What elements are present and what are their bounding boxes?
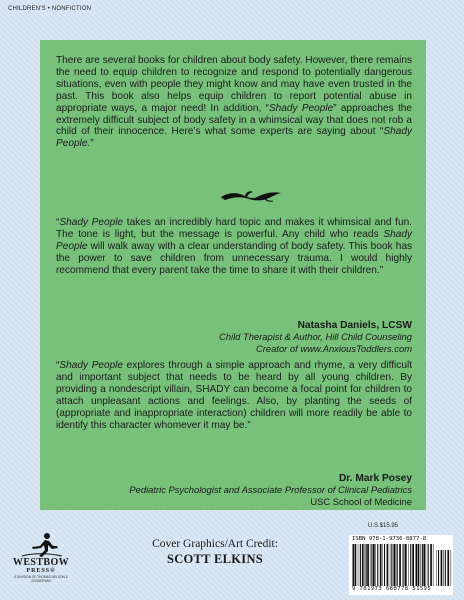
barcode-bar (352, 544, 353, 586)
barcode-bar (396, 544, 397, 586)
intro-text-3: ” (90, 138, 94, 150)
barcode-bar (387, 544, 389, 586)
quote1-open-mark: “ (56, 217, 60, 228)
barcode-bar (451, 550, 452, 586)
barcode-bar (436, 550, 437, 586)
barcode-bar (428, 544, 429, 586)
barcode-bar (358, 544, 359, 586)
barcode-bar (367, 544, 369, 586)
barcode-bar (420, 544, 421, 586)
quote1-text-2: will walk away with a clear understanding of body safety. This book has the power to save children from unnecessary trauma. I would highly recommend that every parent take the time to share it with their children.” (56, 240, 412, 276)
barcode-bar (426, 544, 427, 586)
art-credit-name: SCOTT ELKINS (166, 552, 264, 566)
barcode-bar (445, 550, 446, 586)
barcode-bar (373, 544, 375, 586)
intro-text-1: There are several books for children about body safety. However, there remains the need to equip children to recognize and respond to potentially dangerous situations, even with people they might know and may have even trusted in the past. This book also helps equip children to report potential abuse in appropriate ways, a major need! In addition, “ (56, 55, 412, 114)
quote1-book-title-1: Shady People (59, 217, 124, 228)
panel-content (56, 55, 413, 507)
barcode-bar (433, 544, 434, 586)
barcode-bar (370, 544, 371, 586)
isbn-number: ISBN 978-1-9736-8877-8 (352, 536, 427, 542)
intro-book-title-1: Shady People (268, 102, 334, 114)
barcode-bar (443, 550, 444, 586)
flourish-ornament-icon (219, 188, 285, 204)
barcode-bar (410, 544, 411, 586)
intro-text-2: ” approaches the extremely difficult subject of body safety in a whimsical way that does not rob a child of their innocence. Here’s what some experts are saying about “ (56, 102, 412, 138)
barcode-bar (397, 544, 398, 586)
category-label: CHILDREN'S • NONFICTION (8, 6, 92, 12)
barcode-bar (366, 544, 367, 586)
barcode-bar (380, 544, 382, 586)
quote2-open-mark: “ (56, 360, 60, 371)
quote1-text-1: takes an incredibly hard topic and makes it whimsical and fun. The tone is light, but the message is powerful. Any child who reads (56, 217, 412, 240)
barcode-bar (422, 544, 423, 586)
endorser-1-name: Natasha Daniels, LCSW (297, 320, 412, 331)
barcode-bar (365, 544, 366, 586)
addon-digits: 51595 (412, 586, 432, 592)
barcode-bar (390, 544, 391, 586)
barcode-bar (360, 544, 361, 586)
barcode-bar (375, 544, 376, 586)
barcode-bar (438, 550, 439, 586)
text-panel (40, 40, 426, 510)
endorser-2-name: Dr. Mark Posey (338, 473, 412, 484)
ean-digits: 9 781973 688778 (352, 586, 409, 592)
publisher-logo (8, 532, 74, 583)
barcode-bar (447, 550, 449, 586)
intro-paragraph (56, 55, 412, 150)
endorser-1-signature (219, 320, 412, 354)
price-label: U.S.$15.95 (368, 523, 399, 529)
barcode-bar (355, 544, 357, 586)
barcode-bar (399, 544, 401, 586)
isbn-text (352, 536, 452, 542)
barcode-bar (441, 550, 443, 586)
barcode-bar (405, 544, 407, 586)
barcode-bar (412, 544, 414, 586)
barcode-bar (402, 544, 403, 586)
barcode-bar (393, 544, 395, 586)
barcode-bar (362, 544, 364, 586)
endorser-1-creator: Creator of www.AnxiousToddlers.com (256, 342, 412, 354)
quote-paragraph-1 (56, 217, 412, 277)
barcode-bar (430, 544, 432, 586)
quote2-text: explores through a simple approach and rhyme, a very difficult and important subject that needs to be heard by all young children. By providing a nondescript villain, SHADY can become a focal point for children to attach unpleasant actions and feelings. Also, by planting the seeds of (appropriate and inappropriate interaction) children will more readily be able to identify this character whomever it may be.” (56, 360, 413, 431)
barcode-bar (371, 544, 372, 586)
quote1-book-title-2: Shady People (56, 228, 412, 252)
barcode-bar (384, 544, 385, 586)
endorser-2-school: USC School of Medicine (310, 495, 412, 507)
ean-digits-row (352, 586, 452, 592)
publisher-division: A DIVISION OF THOMAS NELSON & ZONDERVAN (14, 575, 68, 583)
publisher-press: PRESS® (26, 568, 56, 574)
quote-paragraph-2 (56, 360, 412, 431)
art-credit-label: Cover Graphics/Art Credit: (152, 538, 278, 550)
barcode-bar (418, 544, 420, 586)
publisher-brand: WESTBOW (12, 557, 70, 568)
endorser-2-role: Pediatric Psychologist and Associate Professor of Clinical Pediatrics (129, 484, 412, 496)
addon-barcode-icon (436, 550, 452, 586)
barcode-bar (353, 544, 354, 586)
barcode-bar (377, 544, 378, 586)
art-credit (130, 538, 300, 567)
intro-book-title-2: Shady People. (56, 126, 412, 150)
barcode-bar (415, 544, 416, 586)
barcode-bar (383, 544, 384, 586)
ean-barcode-icon (352, 544, 434, 586)
endorser-2-signature (129, 473, 412, 507)
barcode-bar (416, 544, 417, 586)
running-figure-logo-icon (18, 532, 64, 558)
barcode-bar (403, 544, 404, 586)
endorser-1-role: Child Therapist & Author, Hill Child Counseling (219, 331, 412, 343)
barcode-bar (423, 544, 425, 586)
quote2-book-title: Shady People (59, 360, 124, 371)
barcode-bar (408, 544, 409, 586)
barcode-bar (391, 544, 392, 586)
